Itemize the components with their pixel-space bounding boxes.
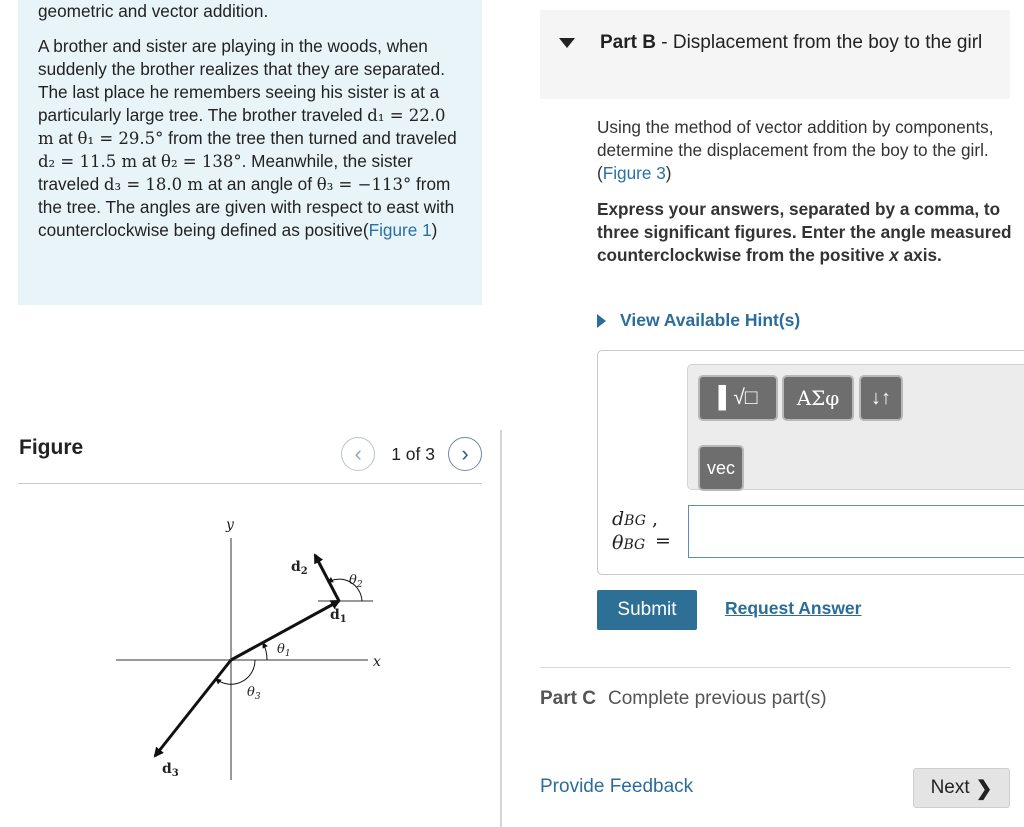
theta1-arc <box>263 643 267 660</box>
d2-value: d₂ = 11.5 m <box>38 152 138 171</box>
theta1-value: θ₁ = 29.5° <box>77 129 164 148</box>
equals-sign: = <box>655 530 671 552</box>
chevron-right-icon: › <box>461 441 469 466</box>
d3-value: d₃ = 18.0 m <box>103 175 204 194</box>
d1-label: $d_1$ <box>330 607 347 625</box>
sort-button[interactable] <box>859 375 903 421</box>
y-axis-label: y <box>226 517 234 533</box>
right-column <box>540 0 1024 827</box>
figure-3-link[interactable]: Figure 3 <box>602 163 666 183</box>
part-b-title: Part B - Displacement from the boy to the girl <box>600 32 983 53</box>
figure-header <box>18 432 482 484</box>
provide-feedback-link[interactable]: Provide Feedback <box>540 776 694 797</box>
answer-box <box>597 350 1024 575</box>
problem-statement <box>18 0 482 305</box>
chevron-right-icon: ❯ <box>975 777 993 800</box>
x-axis-label: x <box>373 654 381 670</box>
theta2-label: $\theta_2$ <box>349 573 363 590</box>
theta2-value: θ₂ = 138° <box>161 152 242 171</box>
theta3-label: $\theta_3$ <box>247 685 261 702</box>
vector-d3 <box>155 660 231 756</box>
column-divider <box>500 430 502 827</box>
next-figure-button[interactable] <box>448 437 482 471</box>
greek-letters-icon: ΑΣφ <box>796 386 840 410</box>
chevron-left-icon: ‹ <box>354 441 362 466</box>
theta1-label: $\theta_1$ <box>277 642 291 659</box>
request-answer-link[interactable]: Request Answer <box>725 598 862 618</box>
figure-1-link[interactable]: Figure 1 <box>368 220 432 240</box>
submit-button[interactable]: Submit <box>597 590 697 630</box>
caret-right-icon <box>597 314 606 328</box>
vector-diagram <box>18 500 398 790</box>
up-down-arrows-icon: ↓↑ <box>871 386 891 409</box>
next-button[interactable]: Next ❯ <box>913 768 1010 808</box>
part-b-instruction: Express your answers, separated by a comma, to three significant figures. Enter the angle measured counterclockwise from the positive x axis. <box>597 199 1012 265</box>
part-b-header[interactable] <box>540 10 1010 99</box>
view-hints-link[interactable]: View Available Hint(s) <box>597 310 800 331</box>
figure-title: Figure <box>19 436 84 459</box>
prev-figure-button[interactable] <box>341 437 375 471</box>
answer-input[interactable] <box>688 505 1024 558</box>
d1-value: d₁ = 22.0 m <box>38 106 446 148</box>
part-b-question: Using the method of vector addition by components, determine the displacement from the boy to the girl.(Figure 3) <box>597 117 994 183</box>
math-templates-button[interactable] <box>698 375 778 421</box>
pager-text: 1 of 3 <box>391 443 435 464</box>
section-divider <box>540 667 1010 668</box>
vector-d2 <box>315 555 339 601</box>
vec-button[interactable]: vec <box>698 445 744 491</box>
figure-pager <box>341 437 482 471</box>
sqrt-template-icon: ▌√□ <box>718 386 758 409</box>
left-column <box>0 0 500 827</box>
theta3-value: θ₃ = −113° <box>316 175 412 194</box>
problem-top-line: geometric and vector addition. <box>38 1 269 21</box>
greek-symbols-button[interactable] <box>782 375 854 421</box>
answer-variables: dBG , θBG <box>612 508 658 554</box>
d2-label: $d_2$ <box>291 559 308 577</box>
problem-text: A brother and sister are playing in the woods, when suddenly the brother realizes that they are separated. The last place he remembers seeing his sister is at a particularly large tree. The brother traveled d₁ = 22.0 m at θ₁ = 29.5° from the tree then turned and traveled d₂ = 11.5 m at θ₂ = 138°. Meanwhile, the sister traveled d₃ = 18.0 m at an angle of θ₃ = −113° from the tree. The angles are given with respect to east with counterclockwise being defined as positive(Figure 1) <box>38 36 457 240</box>
math-toolbar <box>687 364 1024 490</box>
d3-label: $d_3$ <box>162 761 179 779</box>
part-c-header: Part C Complete previous part(s) <box>540 688 827 709</box>
